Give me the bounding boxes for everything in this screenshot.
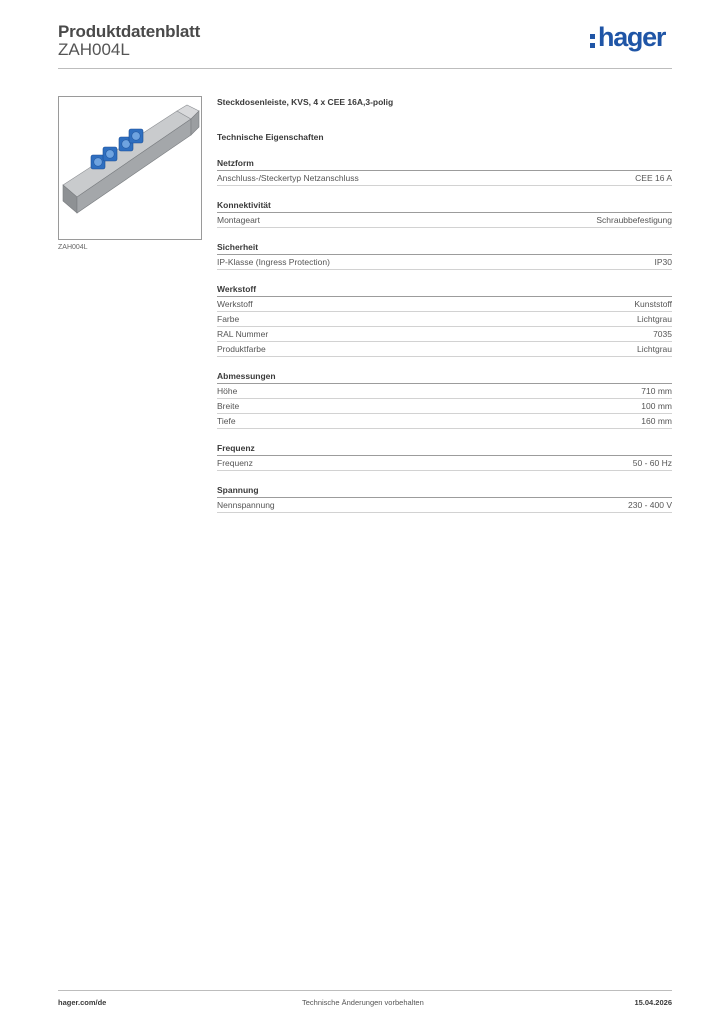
website-link[interactable]: hager.com/de: [58, 998, 107, 1007]
image-caption: ZAH004L: [58, 244, 88, 251]
logo-wordmark: hager: [598, 22, 666, 52]
property-value: Lichtgrau: [637, 314, 672, 324]
footer-date: 15.04.2026: [634, 998, 672, 1007]
property-section: [217, 158, 672, 186]
property-value: Schraubbefestigung: [596, 215, 672, 225]
property-row: [217, 312, 672, 327]
property-label: IP-Klasse (Ingress Protection): [217, 257, 330, 267]
section-title: Konnektivität: [217, 200, 672, 213]
property-label: Tiefe: [217, 416, 236, 426]
property-section: [217, 443, 672, 471]
property-value: 7035: [653, 329, 672, 339]
property-value: IP30: [654, 257, 672, 267]
property-row: [217, 327, 672, 342]
property-label: Produktfarbe: [217, 344, 266, 354]
section-title: Netzform: [217, 158, 672, 171]
property-sections: [217, 158, 672, 513]
property-section: [217, 485, 672, 513]
property-row: [217, 399, 672, 414]
property-value: CEE 16 A: [635, 173, 672, 183]
section-title: Abmessungen: [217, 371, 672, 384]
header-divider: [58, 68, 672, 69]
property-value: 160 mm: [641, 416, 672, 426]
page-header: [58, 20, 672, 68]
property-value: Kunststoff: [634, 299, 672, 309]
property-section: [217, 242, 672, 270]
logo-dots: [590, 34, 595, 52]
property-section: [217, 371, 672, 429]
property-label: Höhe: [217, 386, 238, 396]
property-label: Farbe: [217, 314, 240, 324]
property-value: 230 - 400 V: [628, 500, 672, 510]
property-value: 710 mm: [641, 386, 672, 396]
section-title: Spannung: [217, 485, 672, 498]
section-title: Frequenz: [217, 443, 672, 456]
property-label: Montageart: [217, 215, 260, 225]
product-code: ZAH004L: [58, 40, 130, 59]
page-footer: [58, 998, 672, 1010]
product-image: [58, 96, 202, 240]
section-title: Werkstoff: [217, 284, 672, 297]
property-value: 100 mm: [641, 401, 672, 411]
property-label: Breite: [217, 401, 240, 411]
power-strip-illustration: [59, 97, 201, 239]
footer-note: Technische Änderungen vorbehalten: [302, 998, 424, 1007]
property-row: [217, 342, 672, 357]
property-row: [217, 498, 672, 513]
property-row: [217, 414, 672, 429]
product-name: Steckdosenleiste, KVS, 4 x CEE 16A,3-polig: [217, 97, 394, 107]
property-row: [217, 255, 672, 270]
property-label: RAL Nummer: [217, 329, 269, 339]
property-label: Frequenz: [217, 458, 253, 468]
product-details: [217, 96, 672, 513]
property-value: 50 - 60 Hz: [632, 458, 672, 468]
socket-4: [129, 129, 143, 143]
property-section: [217, 284, 672, 357]
technical-properties-heading: Technische Eigenschaften: [217, 132, 324, 142]
socket-2: [103, 147, 117, 161]
section-title: Sicherheit: [217, 242, 672, 255]
property-value: Lichtgrau: [637, 344, 672, 354]
property-section: [217, 200, 672, 228]
property-row: [217, 384, 672, 399]
property-label: Werkstoff: [217, 299, 253, 309]
document-title: Produktdatenblatt: [58, 22, 201, 41]
footer-divider: [58, 990, 672, 991]
property-row: [217, 171, 672, 186]
property-label: Nennspannung: [217, 500, 275, 510]
property-label: Anschluss-/Steckertyp Netzanschluss: [217, 173, 359, 183]
hager-logo: [590, 22, 672, 56]
property-row: [217, 297, 672, 312]
property-row: [217, 213, 672, 228]
property-row: [217, 456, 672, 471]
